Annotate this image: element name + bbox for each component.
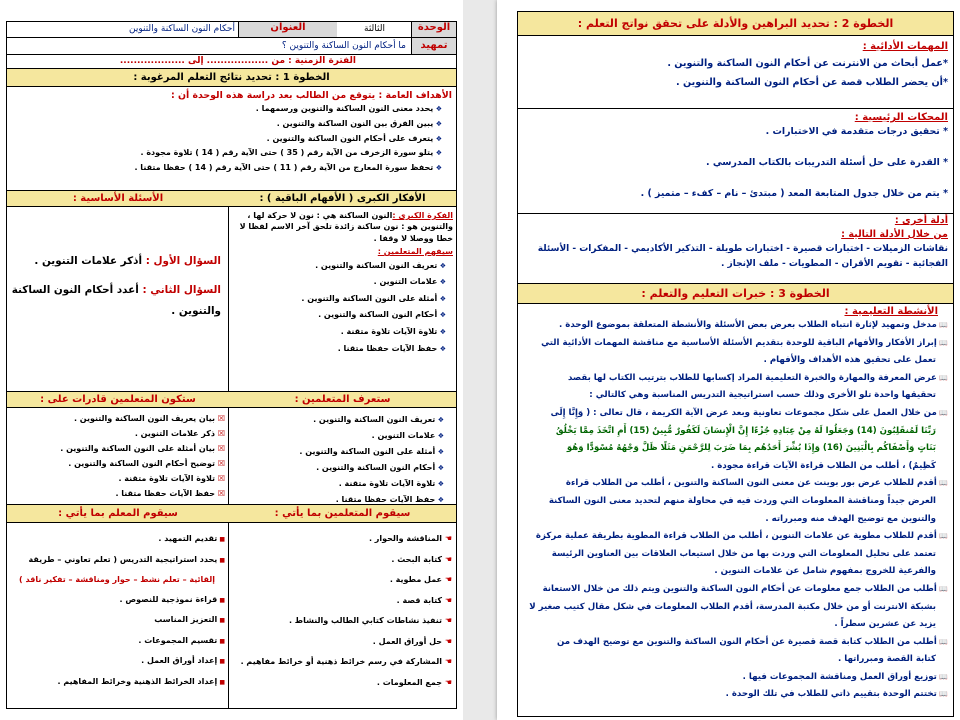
activity-line: 📖 أقدم للطلاب مطوية عن علامات التنوين ، أطلب من الطلاب قراءة المطوية بطريقة عملية مركزة <box>518 528 948 546</box>
other-subheading: من خلال الأدلة التالية : <box>841 228 948 240</box>
question-1 <box>11 251 221 272</box>
other-line: نقاشات الزميلات - اختبارات قصيرة - اختبارات طويلة - التذكير الأكاديمي - المفكرات - الأسئلة <box>537 243 948 254</box>
know-able-row <box>7 392 456 505</box>
able-cell <box>7 392 229 504</box>
teacher-list <box>7 523 229 692</box>
know-list <box>229 408 456 504</box>
questions-cell <box>7 191 229 391</box>
goal-item: ❖ يحدد معنى النون الساكنة والتنوين ورسمهما . <box>7 102 442 117</box>
idea-item: ❖ حفظ الآيات حفظا متقنا . <box>229 341 446 358</box>
task-item: *أن يحضر الطلاب قصة عن أحكام النون الساكنة والتنوين . <box>676 76 948 88</box>
goal-item: ❖ يتعرف على أحكام النون الساكنة والتنوين . <box>7 132 442 147</box>
activities-heading: الأنشطة التعليمية : <box>844 306 938 317</box>
teacher-item: ■ إعداد أوراق العمل . <box>7 651 225 672</box>
able-item: ☒ بيان يعريف النون الساكنة والتنوين . <box>7 411 225 426</box>
student-item: ☚ المناقشة والحوار . <box>229 529 452 550</box>
goals-list <box>7 102 456 176</box>
step1-row <box>7 69 456 87</box>
idea-item: ❖ أمثلة على النون الساكنة والتنوين . <box>229 291 446 308</box>
know-item: ❖ حفظ الآيات حفظا متقنا . <box>229 492 444 504</box>
teacher-item: ■ تقديم التمهيد . <box>7 529 225 550</box>
activity-line: يزيد عن عشرين سطراً . <box>834 619 936 630</box>
question-1-text: أذكر علامات التنوين . <box>34 255 143 267</box>
activity-line: 📖 مدخل وتمهيد لإثارة انتباه الطلاب بعرض بعض الأسئلة والأنشطة المتعلقة بموضوع الوحدة . <box>518 317 948 335</box>
step3-row <box>518 284 953 304</box>
students-heading: سيقوم المتعلمين بما يأتي : <box>229 505 456 523</box>
step2-title: الخطوة 2 : تحديد البراهين والأدلة على تحقق نواتج التعلم : <box>577 17 894 30</box>
ideas-cell <box>228 191 456 391</box>
activity-line: 📖 عرض المعرفة والمهارة والخبرة التعليمية المراد إكسابها للطلاب بترتيب الكتاب لها بقصد <box>518 370 948 388</box>
intro-value: ما أحكام النون الساكنة والتنوين ؟ <box>281 41 406 51</box>
roles-row <box>7 505 456 708</box>
able-heading: ستكون المتعلمين قادرات على : <box>7 392 229 408</box>
teacher-item: ■ تقسيم المجموعات . <box>7 631 225 652</box>
activity-line: تحقيقها واحدة تلو الأخرى وذلك حسب استراتيجية التدريس المناسبة وهي كالتالي : <box>589 390 936 401</box>
big-idea-label: الفكرة الكبرى : <box>392 211 453 220</box>
teacher-item: إلقائية – تعلم نشط – حوار ومناقشة – تفكير ناقد ) <box>19 575 215 584</box>
question-2-text: أعدد أحكام النون الساكنة والتنوين . <box>11 284 221 317</box>
criteria-row <box>518 109 953 214</box>
activity-line: بَنَاتٍ وَأَصْفَاكُم بِالْبَنِينَ (16) وَإِذَا بُشِّرَ أَحَدُهُم بِمَا ضَرَبَ لِلرَّحْمَنِ مَثَلًا ظَلَّ وَجْهُهُ مُسْوَدًّا وَهُوَ <box>566 443 936 454</box>
activity-line: 📖 إبراز الأفكار والأفهام الباقية للوحدة بتقديم الأسئلة الأساسية مع مناقشة المهمات الأدائية التي <box>518 335 948 353</box>
student-item: ☚ حل أوراق العمل . <box>229 632 452 653</box>
question-2 <box>11 280 221 322</box>
know-item: ❖ تلاوة الآيات تلاوة متقنة . <box>229 476 444 492</box>
teacher-item: ■ قراءة نموذجية للنصوص . <box>7 590 225 611</box>
activity-line: 📖 تختتم الوحدة بتقييم ذاتي للطلاب في تلك الوحدة . <box>518 686 948 704</box>
activity-line: 📖 توزيع أوراق العمل ومناقشة المجموعات فيها . <box>518 669 948 687</box>
teacher-item: ■ إعداد الخرائط الذهنية وخرائط المفاهيم . <box>7 672 225 693</box>
unit-label: الوحدة <box>411 22 456 37</box>
student-item: ☚ المشاركة في رسم خرائط ذهنية أو خرائط مفاهيم . <box>229 652 452 673</box>
title-label: العنوان <box>238 22 337 37</box>
goal-item: ❖ يتلو سورة الزخرف من الآية رقم ( 35 ) حتى الآية رقم ( 14 ) تلاوة مجودة . <box>7 146 442 161</box>
right-frame <box>517 11 954 717</box>
big-idea <box>229 207 456 258</box>
teacher-item: ■ يحدد استراتيجية التدريس ( تعلم تعاوني – طريقة <box>7 550 225 571</box>
step3-title: الخطوة 3 : خبرات التعليم والتعلم : <box>641 287 830 300</box>
understand-label: سيفهم المتعلمين : <box>377 247 453 257</box>
activity-line: العرض جيداً ومناقشة المعلومات التي وردت فيه في محاولة منهم لتحديد معنى النون الساكنة <box>548 495 936 506</box>
know-heading: ستعرف المتعلمين : <box>229 392 456 408</box>
teacher-item: ■ التعزيز المناسب <box>7 610 225 631</box>
activity-line: 📖 أطلب من الطلاب كتابة قصة قصيرة عن أحكام النون الساكنة والتنوين مع توضيح الهدف من <box>518 634 948 652</box>
unit-row <box>7 22 456 38</box>
other-line: الفجائية - تقويم الأقران - المطويات - ملف الإنجاز . <box>720 258 948 269</box>
big-idea-text: خطا ووصلا لا وقفا . <box>373 233 453 243</box>
tasks-row <box>518 36 953 109</box>
student-item: ☚ عمل مطوية . <box>229 570 452 591</box>
able-item: ☒ بيان أمثلة على النون الساكنة والتنوين . <box>7 441 225 456</box>
step1-title: الخطوة 1 : تحديد نتائج التعلم المرغوبة : <box>133 72 330 83</box>
big-idea-line <box>229 210 453 221</box>
goal-item: ❖ تحفظ سورة المعارج من الآية رقم ( 11 ) حتى الآية رقم ( 14 ) حفظا متقنا . <box>7 161 442 176</box>
activities-row <box>518 304 953 716</box>
other-heading: أدلة أخرى : <box>894 215 948 226</box>
activity-line: والتنوين مع توضيح الهدف منه ومبرراته . <box>765 513 936 524</box>
ideas-row <box>7 191 456 392</box>
question-1-label: السؤال الأول : <box>145 255 221 267</box>
activity-line: كتابة القصة ومبرراتها . <box>838 654 936 665</box>
student-item: ☚ كتابة البحث . <box>229 550 452 571</box>
teacher-cell <box>7 505 229 708</box>
step2-row <box>518 12 953 36</box>
know-cell <box>228 392 456 504</box>
ideas-list <box>229 258 456 358</box>
able-list <box>7 408 229 501</box>
right-page <box>497 0 960 720</box>
big-idea-text: النون الساكنة هي : نون لا حركة لها ، <box>247 211 393 220</box>
period-row <box>7 55 456 69</box>
know-item: ❖ علامات التنوين . <box>229 428 444 444</box>
ideas-heading: الأفكار الكبرى ( الأفهام الباقية ) : <box>229 191 456 207</box>
other-row <box>518 214 953 284</box>
intro-row <box>7 38 456 55</box>
able-item: ☒ حفظ الآيات حفظا متقنا . <box>7 486 225 501</box>
task-item: *عمل أبحاث من الانترنت عن أحكام النون الساكنة والتنوين . <box>667 57 948 69</box>
left-page <box>0 0 463 720</box>
student-item: ☚ كتابة قصة . <box>229 591 452 612</box>
page-gap <box>463 0 497 720</box>
criteria-item: * القدرة على حل أسئلة التدريبات بالكتاب المدرسي . <box>706 156 948 168</box>
question-2-label: السؤال الثاني : <box>142 284 221 296</box>
know-item: ❖ أمثلة على النون الساكنة والتنوين . <box>229 444 444 460</box>
questions-heading: الأسئلة الأساسية : <box>7 191 229 207</box>
able-item: ☒ ذكر علامات التنوين . <box>7 426 225 441</box>
goals-heading: الأهداف العامة : يتوقع من الطالب بعد دراسة هذه الوحدة أن : <box>170 90 452 101</box>
tasks-heading: المهمات الأدائية : <box>862 41 948 52</box>
goal-item: ❖ يبين الفرق بين النون الساكنة والتنوين . <box>7 117 442 132</box>
able-item: ☒ تلاوة الآيات تلاوة متقنة . <box>7 471 225 486</box>
idea-item: ❖ علامات التنوين . <box>229 274 446 291</box>
big-idea-text: والتنوين هو : نون ساكنة زائدة تلحق آخر الاسم لفظا لا <box>239 222 453 232</box>
activity-line: 📖 من خلال العمل على شكل مجموعات تعاونية وبعد عرض الآية الكريمة ، قال تعالى : ( وَإِنَّا إِلَى <box>518 405 948 423</box>
intro-label: تمهيد <box>411 38 456 54</box>
activity-line: 📖 أقدم للطلاب عرض بور بوينت عن معنى النون الساكنة والتنوين ، أطلب من الطلاب قراءة <box>518 475 948 493</box>
students-list <box>229 523 456 693</box>
activity-line: والفرعية للخروج بمفهوم شامل عن علامات التنوين . <box>714 566 936 577</box>
know-item: ❖ تعريف النون الساكنة والتنوين . <box>229 412 444 428</box>
know-item: ❖ أحكام النون الساكنة والتنوين . <box>229 460 444 476</box>
activity-line: تعتمد على تحليل المعلومات التي وردت بها من خلال استيعاب العلاقات بين العناوين الرئيسة <box>551 548 936 559</box>
idea-item: ❖ تلاوة الآيات تلاوة متقنة . <box>229 324 446 341</box>
questions-body <box>7 207 229 322</box>
idea-item: ❖ أحكام النون الساكنة والتنوين . <box>229 307 446 324</box>
title-value: أحكام النون الساكنة والتنوين <box>128 24 235 34</box>
criteria-item: * تحقيق درجات متقدمة في الاختبارات . <box>765 125 948 137</box>
able-item: ☒ توضيح أحكام النون الساكنة والتنوين . <box>7 456 225 471</box>
activity-line: كَظِيمٌ) ، أطلب من الطلاب قراءة الآيات قراءة مجودة . <box>711 460 936 471</box>
criteria-heading: المحكات الرئيسية : <box>854 112 948 123</box>
student-item: ☚ تنفيذ نشاطات كتابي الطالب والنشاط . <box>229 611 452 632</box>
left-frame <box>6 21 457 709</box>
period-text: الفترة الزمنية : من .................. إلى ................... <box>119 56 356 66</box>
activity-line: رَبِّنَا لَمُنقَلِبُونَ (14) وَجَعَلُوا لَهُ مِنْ عِبَادِهِ جُزْءًا إِنَّ الْإِنسَانَ لَكَفُورٌ مُّبِينٌ (15) أَمِ اتَّخَذَ مِمَّا يَخْلُقُ <box>555 425 936 436</box>
students-cell <box>228 505 456 708</box>
activity-line: 📖 أطلب من الطلاب جمع معلومات عن أحكام النون الساكنة والتنوين ويتم ذلك من خلال الاستعانة <box>518 581 948 599</box>
criteria-item: * يتم من خلال جدول المتابعة المعد ( مبتدئ – نام – كفء – متميز ) . <box>640 187 948 199</box>
goals-row <box>7 87 456 191</box>
teacher-heading: سيقوم المعلم بما يأتي : <box>7 505 229 523</box>
student-item: ☚ جمع المعلومات . <box>229 673 452 694</box>
activities-list <box>518 317 950 704</box>
unit-value: الثالثة <box>336 22 412 37</box>
activity-line: تعمل على تحقيق هذه الأهداف والأفهام . <box>763 355 936 366</box>
activity-line: بشبكة الانترنت أو من خلال مكتبة المدرسة، أقدم الطلاب المعلومات في شكل مقال كتيب صغير لا <box>529 601 936 612</box>
idea-item: ❖ تعريف النون الساكنة والتنوين . <box>229 258 446 275</box>
